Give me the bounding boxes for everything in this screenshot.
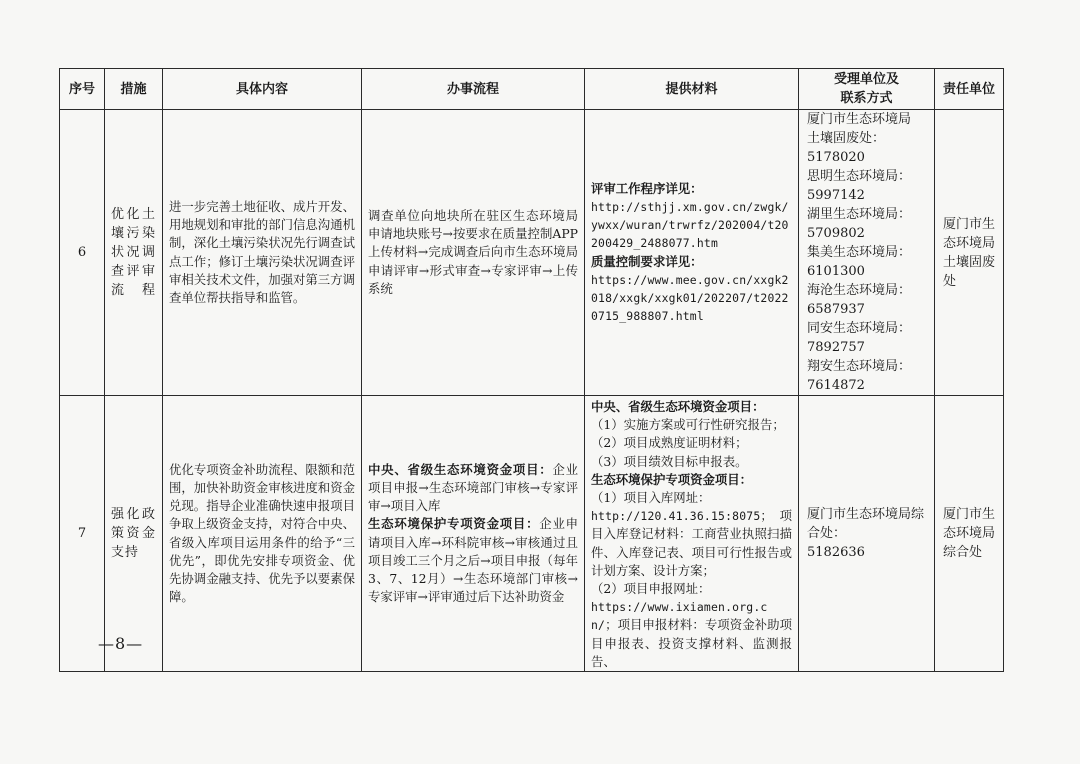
row6-contact-line: 厦门市生态环境局 <box>807 112 912 127</box>
row7-materials-item-a-url[interactable]: http://120.41.36.15:8075 <box>591 509 761 524</box>
row7-materials-item-a-title: （1）项目入库网址： <box>591 490 711 506</box>
row7-materials-item-a-rest: ；项目入库登记材料：工商营业执照扫描件、入库登记表、项目可行性报告或计划方案、设计方案； <box>591 508 792 578</box>
row6-contact-line: 海沧生态环境局： <box>807 283 912 298</box>
row6-materials <box>585 180 798 326</box>
row7-materials-item-b-title: （2）项目申报网址： <box>591 581 711 597</box>
row7-content-cell <box>163 396 362 672</box>
header-num: 序号 <box>60 69 105 110</box>
row6-contact-line: 5709802 <box>807 226 865 241</box>
row6-contact-line: 湖里生态环境局： <box>807 207 912 222</box>
row6-contacts <box>799 110 935 396</box>
row7-process <box>362 461 584 607</box>
header-process: 办事流程 <box>362 69 585 110</box>
row7-materials-item-b-rest: ；项目申报材料：专项资金补助项目申报表、投资支撑材料、监测报告、 <box>591 617 792 669</box>
row7-responsible: 厦门市生态环境局综合处 <box>935 396 1004 672</box>
row7-num: 7 <box>60 396 105 672</box>
row6-contact-line: 5997142 <box>807 188 865 203</box>
row7-contact-line: 5182636 <box>807 545 865 561</box>
row6-contact-line: 7892757 <box>807 340 865 355</box>
row7-process-label2: 生态环境保护专项资金项目： <box>368 516 540 532</box>
header-contact-line2: 联系方式 <box>840 91 893 106</box>
row7-contact-line: 厦门市生态环境局综合处： <box>807 507 925 542</box>
row7-materials-label1: 中央、省级生态环境资金项目： <box>591 399 765 414</box>
row6-contact-line: 6587937 <box>807 302 865 317</box>
header-contact-line1: 受理单位及 <box>833 72 899 87</box>
row6-materials-url1[interactable]: http://sthjj.xm.gov.cn/zwgk/ywxx/wuran/trwrfz/202004/t20200429_2488077.htm <box>591 199 789 251</box>
row6-measure: 优化土壤污染状况调查评审流程 <box>105 110 163 396</box>
row7-content: 优化专项资金补助流程、限额和范围，加快补助资金审核进度和资金兑现。指导企业准确快速申报项目争取上级资金支持，对符合中央、省级入库项目运用条件的给予“三优先”，即优先安排专项资金、优先协调金融支持、优先予以要素保障。 <box>169 461 355 605</box>
header-contact <box>799 69 935 110</box>
row7-process-cell <box>362 396 585 672</box>
row7-materials-item: （1）实施方案或可行性研究报告； <box>591 417 785 433</box>
row7-process-text2: 企业申请项目入库→环科院审核→审核通过且项目竣工三个月之后→项目申报（每年3、7、12月）→生态环境部门审核→专家评审→评审通过后下达补助资金 <box>368 516 579 605</box>
row6-contact-line: 思明生态环境局： <box>807 169 912 184</box>
row6-contact-line: 7614872 <box>807 378 865 393</box>
row6-materials-cell <box>585 110 799 396</box>
row6-num: 6 <box>60 110 105 396</box>
row6-contact-line: 土壤固废处：5178020 <box>807 131 886 165</box>
row7-contacts <box>799 396 935 672</box>
row6-contact-line: 翔安生态环境局： <box>807 359 912 374</box>
row6-contact-line: 同安生态环境局： <box>807 321 912 336</box>
row6-responsible: 厦门市生态环境局土壤固废处 <box>935 110 1004 396</box>
row7-measure: 强化政策资金支持 <box>105 396 163 672</box>
row7-materials-item: （2）项目成熟度证明材料； <box>591 435 748 451</box>
row6-content: 进一步完善土地征收、成片开发、用地规划和审批的部门信息沟通机制，深化土壤污染状况先行调查试点工作；修订土壤污染状况调查评审相关技术文件，加强对第三方调查单位帮扶指导和监管。 <box>169 198 355 305</box>
row6-materials-label2: 质量控制要求详见： <box>591 253 703 269</box>
header-responsible: 责任单位 <box>935 69 1004 110</box>
row7-materials <box>585 396 798 671</box>
row7-process-text1: 企业项目申报→生态环境部门审核→专家评审→项目入库 <box>368 461 579 514</box>
header-materials: 提供材料 <box>585 69 799 110</box>
table-row <box>60 110 1004 396</box>
row7-process-label1: 中央、省级生态环境资金项目： <box>368 461 553 477</box>
row6-content-cell <box>163 110 362 396</box>
row6-contact-line: 集美生态环境局： <box>807 245 912 260</box>
row7-materials-label2: 生态环境保护专项资金项目： <box>591 471 753 487</box>
header-content: 具体内容 <box>163 69 362 110</box>
table-header-row <box>60 69 1004 110</box>
row6-materials-url2[interactable]: https://www.mee.gov.cn/xxgk2018/xxgk/xxgk01/202207/t20220715_988807.html <box>591 272 789 324</box>
row6-process: 调查单位向地块所在驻区生态环境局申请地块账号→按要求在质量控制APP上传材料→完成调查后向市生态环境局申请评审→形式审查→专家评审→上传系统 <box>368 207 578 296</box>
row7-materials-item: （3）项目绩效目标申报表。 <box>591 453 748 469</box>
row6-contact-line: 6101300 <box>807 264 865 279</box>
table-row <box>60 396 1004 672</box>
header-measure: 措施 <box>105 69 163 110</box>
row6-materials-label1: 评审工作程序详见： <box>591 180 703 196</box>
row7-materials-item-b-url[interactable]: https://www.ixiamen.org.cn/ <box>591 600 768 633</box>
measures-table <box>59 68 1004 672</box>
row6-process-cell <box>362 110 585 396</box>
row7-materials-cell <box>585 396 799 672</box>
page-number: —8— <box>98 634 144 653</box>
